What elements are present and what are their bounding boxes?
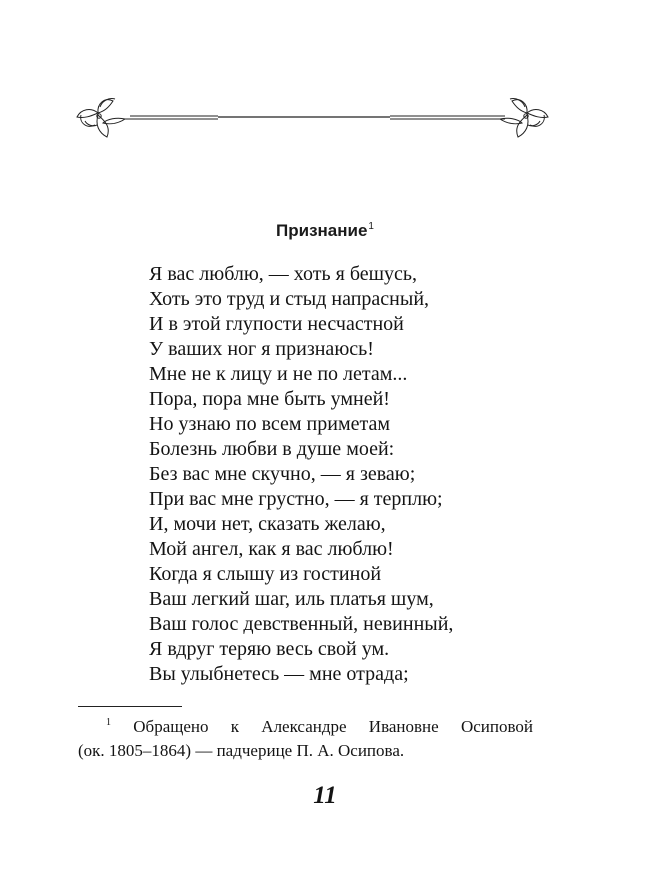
poem-line: И, мочи нет, сказать желаю, [149, 513, 386, 535]
page-number: 11 [313, 782, 337, 809]
poem-body [149, 262, 453, 687]
poem-line: Мне не к лицу и не по летам... [149, 363, 408, 385]
footnote-reference[interactable]: 1 [368, 221, 374, 232]
footnote-line [78, 711, 533, 739]
poem-line: И в этой глупости несчастной [149, 313, 404, 335]
poem-line: Я вас люблю, — хоть я бешусь, [149, 263, 418, 285]
poem-line: Болезнь любви в душе моей: [149, 438, 395, 460]
poem-line: Вы улыбнетесь — мне отрада; [149, 663, 409, 685]
poem-line: Без вас мне скучно, — я зеваю; [149, 463, 416, 485]
poem-line: Но узнаю по всем приметам [149, 413, 391, 435]
floral-divider-icon [0, 0, 650, 150]
poem-title [0, 221, 650, 241]
poem-line: Пора, пора мне быть умней! [149, 388, 390, 410]
poem-title-text: Признание [276, 221, 368, 240]
poem-line: Ваш легкий шаг, иль платья шум, [149, 588, 434, 610]
footnote [78, 711, 533, 763]
footnote-mark: 1 [106, 717, 111, 728]
poem-line: Когда я слышу из гостиной [149, 563, 382, 585]
poem-line: Хоть это труд и стыд напрасный, [149, 288, 430, 310]
poem-line: При вас мне грустно, — я терплю; [149, 488, 443, 510]
poem-line: Я вдруг теряю весь свой ум. [149, 638, 390, 660]
poem-line: Ваш голос девственный, невинный, [149, 613, 454, 635]
poem-line: У ваших ног я признаюсь! [149, 338, 374, 360]
footnote-text: Обращено к Александре Ивановне Осиповой [133, 717, 533, 736]
footnote-divider [78, 706, 182, 707]
footnote-line: (ок. 1805–1864) — падчерице П. А. Осипова. [78, 741, 405, 760]
poem-line: Мой ангел, как я вас люблю! [149, 538, 394, 560]
